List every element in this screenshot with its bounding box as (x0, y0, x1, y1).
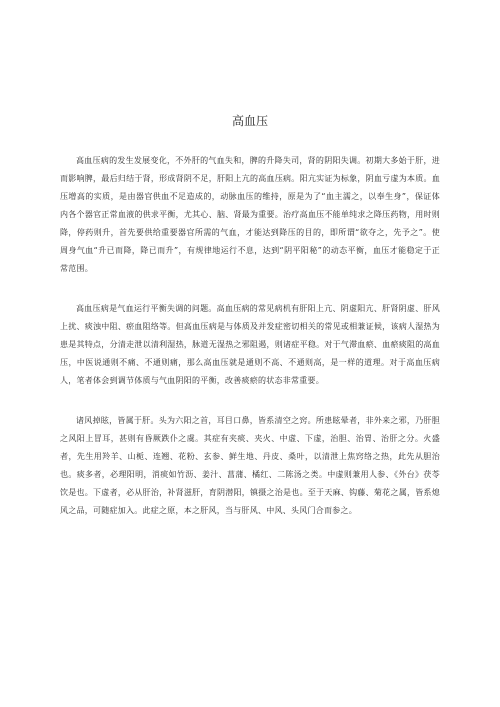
page-title: 高血压 (231, 114, 268, 128)
document-body (60, 152, 440, 542)
paragraph-2: 高血压病是气血运行平衡失调的问题。高血压病的常见病机有肝阳上亢、阴虚阳亢、肝肾阴虚、肝风上扰、痰浊中阻、瘀血阻络等。但高血压病是与体质及并发症密切相关的常见或相兼证候，该病人湿热为患是其特点，分清走泄以清利湿热，脉道无湿热之邪阻遏，则诸症平稳。对于气滞血瘀、血瘀痰阻的高血压，中医说通则不痛、不通则痛，那么高血压就是通则不高、不通则高，是一样的道理。对于高血压病人，笔者体会到调节体质与气血阴阳的平衡，改善痰瘀的状态非常重要。 (60, 304, 440, 385)
paragraph-1: 高血压病的发生发展变化，不外肝的气血失和，脾的升降失司，肾的阴阳失调。初期大多始于肝，进而影响脾，最后归结于肾，形成肾阴不足，肝阳上亢的高血压病。阳亢实证为标象，阴血亏虚为本质。血压增高的实质，是由器官供血不足造成的，动脉血压的维持，原是为了“血主濡之，以奉生身”，保证体内各个器官正常血液的供求平衡，尤其心、脑、肾最为重要。治疗高血压不能单纯求之降压药物，用时则降，停药则升，首先要供给重要器官所需的气血，才能达到降压的目的，即所谓“欲夺之，先予之”。使周身气血“升已而降，降已而升”，有规律地运行不息，达到“阴平阳秘”的动态平衡，血压才能稳定于正常范围。 (60, 156, 440, 273)
paragraph-3: 诸风掉眩，皆属于肝。头为六阳之首，耳目口鼻，皆系清空之窍。所患眩晕者，非外来之邪，乃肝胆之风阳上冒耳，甚则有昏厥跌仆之虞。其症有夹痰、夹火、中虚、下虚，治胆、治胃、治肝之分。火盛者，先生用羚羊、山栀、连翘、花粉、玄参、鲜生地、丹皮、桑叶，以清泄上焦窍络之热，此先从胆治也。痰多者，必理阳明，消痰如竹沥、姜汁、菖蒲、橘红、二陈汤之类。中虚则兼用人参、《外台》茯苓饮是也。下虚者，必从肝治，补肾滋肝，育阴潜阳，镇摄之治是也。至于天麻、钩藤、菊花之属，皆系熄风之品，可随症加入。此症之原，本之肝风，当与肝风、中风、头风门合而参之。 (60, 416, 440, 515)
